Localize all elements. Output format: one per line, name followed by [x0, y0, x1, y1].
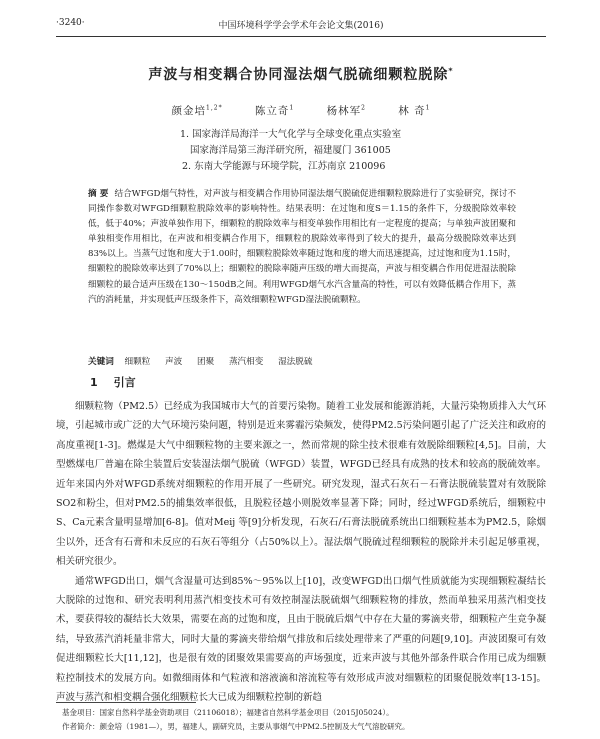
keyword: 湿法脱硫: [278, 357, 313, 367]
author-name: 林 奇: [398, 105, 426, 117]
running-header: [56, 18, 546, 34]
footnote-funding: 基金项目：国家自然科学基金资助项目（21106018）；福建省自然科学基金项目（2015J05024）。: [62, 708, 394, 717]
section-title: 引言: [113, 376, 136, 389]
affiliation-line: 国家海洋局第三海洋研究所，福建厦门 361005: [190, 145, 391, 156]
paragraph: 通常WFGD出口，烟气含湿量可达到85%～95%以上[10]，改变WFGD出口烟气性质就能为实现细颗粒凝结长大脱除的过饱和、研究表明利用蒸汽相变技术可有效控制湿法脱硫烟气细颗粒物的排放，然而单独采用蒸汽相变技术，要获得较的凝结长大效果，需要在高的过饱和度，且由于脱硫后烟气中存在大量的雾滴夹带，细颗粒产生竞争凝结，导致蒸汽消耗量非常大，同时大量的雾滴夹带给烟气排放和后续处理带来了严重的问题[9,10]。声波团聚可有效促进细颗粒长大[11,12]，也是很有效的团聚效果需要高的声场强度，近来声波与其他外部条件联合作用已成为细颗粒控制技术的发展方向。如微细雨体和气粒液和溶液滴和溶流粒等有效形成声波对细颗粒的团聚促脱效率[13-15]。声波与蒸汽和相变耦合强化细颗粒长大已成为细颗粒控制的新趋: [56, 575, 546, 704]
conference-name: 中国环境科学学会学术年会论文集(2016): [218, 21, 384, 31]
author: [327, 105, 366, 117]
keywords: [88, 355, 516, 367]
body-text: [56, 397, 546, 708]
author-affiliation-mark: 1: [425, 104, 431, 112]
author: [398, 105, 430, 117]
author-list: [56, 103, 546, 118]
footnote-rule: [56, 702, 196, 703]
paper-title: [56, 64, 546, 84]
abstract-label: 摘 要: [88, 189, 109, 199]
keyword: 细颗粒: [124, 357, 151, 367]
keyword: 蒸汽相变: [228, 357, 264, 367]
affiliation-line: 2. 东南大学能源与环境学院，江苏南京 210096: [182, 161, 386, 172]
affiliation-line: 1. 国家海洋局海洋一大气化学与全球变化重点实验室: [180, 129, 402, 140]
author-name: 颜金培: [171, 105, 207, 117]
section-heading: [90, 374, 136, 390]
header-rule: [56, 36, 546, 37]
author-name: 陈立奇: [254, 105, 290, 117]
title-text: 声波与相变耦合协同湿法烟气脱硫细颗粒脱除: [148, 67, 449, 83]
footnote-author-bio: 作者简介：颜金培（1981—），男，福建人，副研究员，主要从事烟气中PM2.5控制及大气气溶胶研究。: [62, 722, 410, 731]
keyword: 团聚: [197, 357, 215, 367]
keyword: 声波: [165, 357, 183, 367]
author-name: 杨林军: [326, 105, 362, 117]
section-number: 1: [90, 376, 98, 389]
keywords-label: 关键词: [88, 357, 114, 367]
author-affiliation-mark: 2: [361, 104, 366, 112]
author-affiliation-mark: 1,2*: [206, 104, 223, 112]
author: [172, 105, 223, 117]
paragraph: 细颗粒物（PM2.5）已经成为我国城市大气的首要污染物。随着工业发展和能源消耗，大量污染物质排入大气环境，引起城市或广泛的大气环境污染问题，特别是近来雾霾污染频发，使得PM2.5污染问题引起了广泛关注和政府的高度重视[1-3]。燃煤是大气中细颗粒物的主要来源之一，然而常规的除尘技术很难有效脱除细颗粒[4,5]。目前，大型燃煤电厂普遍在除尘装置后安装湿法烟气脱硫（WFGD）装置，WFGD已经具有成熟的技术和较高的脱硫效率。近年来国内外对WFGD系统对细颗粒的作用开展了一些研究。研究发现，湿式石灰石－石膏法脱硫装置对有效脱除SO2和粉尘，但对PM2.5的捕集效率很低，且脱粒径越小则脱效率显著下降；同时，经过WFGD系统后，细颗粒中S、Ca元素含量明显增加[6-8]。值对Meij 等[9]分析发现，石灰石/石膏法脱硫系统出口细颗粒基本为PM2.5，除烟尘以外，还含有石膏和未反应的石灰石等组分（占50%以上）。湿法烟气脱硫过程细颗粒的脱除并未引起足够重视，相关研究很少。: [56, 401, 546, 568]
author: [255, 105, 294, 117]
author-affiliation-mark: 1: [289, 104, 295, 112]
abstract-text: 结合WFGD烟气特性，对声波与相变耦合作用协同湿法烟气脱硫促进细颗粒脱除进行了实验研究，探讨不同操作参数对WFGD细颗粒脱除效率的影响特性。结果表明：在过饱和度S＝1.15的条件下，分级脱除效率较低，低于40%；声波单独作用下，细颗粒的脱除效率与相变单独作用相比有一定程度的提高；与单独声波团聚和单独相变作用相比，在声波和相变耦合作用下，细颗粒的脱除效率得到了较大的提升，最高分级脱除效率达到83%以上。当蒸气过饱和度大于1.00时，细颗粒脱除效率随过饱和度的增大而迅速提高，过过饱和度为1.15时，细颗粒的脱除效率达到了70%以上；细颗粒的脱除率随声压级的增大而提高，声波与相变耦合作用促进湿法脱除细颗粒的最合适声压级在130～150dB之间。利用WFGD烟气水汽含量高的特性，可以有效降低耦合作用下，蒸汽的消耗量，并实现低声压级条件下，高效细颗粒WFGD湿法脱硫颗粒。: [88, 189, 516, 305]
abstract: [88, 187, 516, 308]
title-footnote-mark: *: [448, 66, 454, 76]
page-number: ·3240·: [56, 18, 85, 28]
